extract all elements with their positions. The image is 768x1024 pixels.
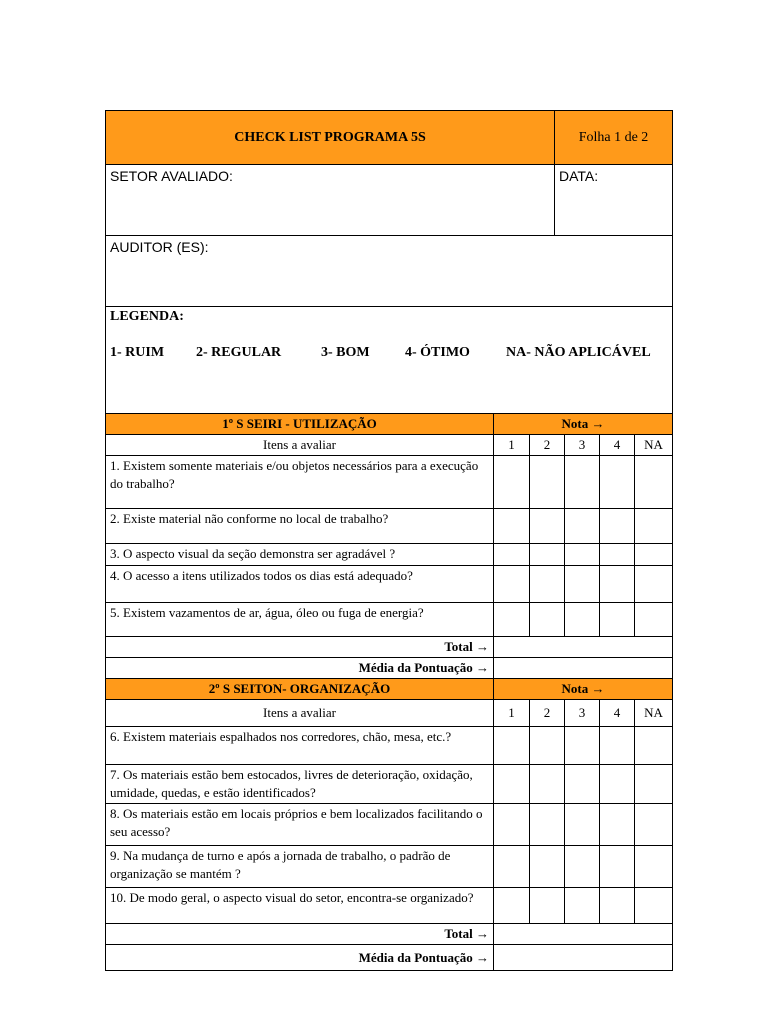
legend-box: [106, 307, 673, 414]
score-cell[interactable]: [600, 544, 635, 566]
score-cell[interactable]: [635, 888, 673, 924]
question-3: 3. O aspecto visual da seção demonstra ser agradável ?: [106, 544, 494, 566]
score-cell[interactable]: [494, 456, 530, 509]
score-cell[interactable]: [565, 456, 600, 509]
question-9: 9. Na mudança de turno e após a jornada de trabalho, o padrão de organização se mantém ?: [106, 846, 494, 888]
legend-item-ruim: 1- RUIM: [110, 345, 165, 360]
score-cell[interactable]: [494, 846, 530, 888]
section-seiri: [105, 413, 673, 679]
score-cell[interactable]: [600, 566, 635, 603]
score-col-na: NA: [635, 700, 673, 727]
sheet-number: Folha 1 de 2: [555, 111, 673, 165]
question-5: 5. Existem vazamentos de ar, água, óleo ou fuga de energia?: [106, 603, 494, 637]
question-4: 4. O acesso a itens utilizados todos os dias está adequado?: [106, 566, 494, 603]
score-cell[interactable]: [600, 727, 635, 765]
section-title: 1º S SEIRI - UTILIZAÇÃO: [106, 414, 494, 435]
score-cell[interactable]: [635, 765, 673, 804]
score-col-4: 4: [600, 435, 635, 456]
score-cell[interactable]: [565, 566, 600, 603]
legend-item-regular: 2- REGULAR: [196, 345, 282, 360]
score-cell[interactable]: [635, 509, 673, 544]
items-header: Itens a avaliar: [106, 700, 494, 727]
score-cell[interactable]: [565, 727, 600, 765]
score-col-1: 1: [494, 435, 530, 456]
score-cell[interactable]: [530, 727, 565, 765]
legend-item-na: NA- NÃO APLICÁVEL: [506, 345, 651, 360]
score-cell[interactable]: [530, 846, 565, 888]
auditor-label: AUDITOR (ES):: [110, 239, 209, 255]
score-cell[interactable]: [635, 727, 673, 765]
score-col-2: 2: [530, 700, 565, 727]
score-col-3: 3: [565, 435, 600, 456]
sector-label: SETOR AVALIADO:: [110, 168, 233, 184]
checklist-sheet: [105, 110, 672, 971]
score-cell[interactable]: [635, 544, 673, 566]
score-cell[interactable]: [565, 804, 600, 846]
score-cell[interactable]: [600, 846, 635, 888]
score-cell[interactable]: [565, 509, 600, 544]
score-cell[interactable]: [530, 566, 565, 603]
score-cell[interactable]: [494, 804, 530, 846]
question-8: 8. Os materiais estão em locais próprios e bem localizados facilitando o seu acesso?: [106, 804, 494, 846]
date-field[interactable]: [555, 165, 673, 236]
score-cell[interactable]: [600, 804, 635, 846]
score-cell[interactable]: [565, 603, 600, 637]
section-seiton: [105, 678, 673, 971]
score-cell[interactable]: [530, 765, 565, 804]
total-label: Total →: [106, 924, 494, 945]
nota-header: Nota →: [494, 414, 673, 435]
score-cell[interactable]: [494, 727, 530, 765]
nota-header: Nota →: [494, 679, 673, 700]
header-table: [105, 110, 673, 414]
score-cell[interactable]: [530, 509, 565, 544]
score-cell[interactable]: [635, 603, 673, 637]
items-header: Itens a avaliar: [106, 435, 494, 456]
score-cell[interactable]: [494, 888, 530, 924]
legend-item-otimo: 4- ÓTIMO: [405, 345, 470, 360]
total-label: Total →: [106, 637, 494, 658]
score-col-4: 4: [600, 700, 635, 727]
score-cell[interactable]: [565, 888, 600, 924]
sector-field[interactable]: [106, 165, 555, 236]
score-cell[interactable]: [635, 566, 673, 603]
auditor-field[interactable]: [106, 236, 673, 307]
average-label: Média da Pontuação →: [106, 658, 494, 679]
date-label: DATA:: [559, 168, 599, 184]
score-col-3: 3: [565, 700, 600, 727]
section-title: 2º S SEITON- ORGANIZAÇÃO: [106, 679, 494, 700]
average-label: Média da Pontuação →: [106, 945, 494, 971]
question-7: 7. Os materiais estão bem estocados, livres de deterioração, oxidação, umidade, quedas, e estão identificados?: [106, 765, 494, 804]
score-cell[interactable]: [565, 765, 600, 804]
legend-items: [106, 327, 672, 361]
score-cell[interactable]: [635, 804, 673, 846]
score-cell[interactable]: [600, 509, 635, 544]
score-cell[interactable]: [600, 888, 635, 924]
score-cell[interactable]: [494, 566, 530, 603]
score-cell[interactable]: [494, 544, 530, 566]
score-cell[interactable]: [530, 888, 565, 924]
total-value[interactable]: [494, 637, 673, 658]
form-title: CHECK LIST PROGRAMA 5S: [106, 111, 555, 165]
legend-item-bom: 3- BOM: [321, 345, 370, 360]
score-col-na: NA: [635, 435, 673, 456]
question-2: 2. Existe material não conforme no local de trabalho?: [106, 509, 494, 544]
question-6: 6. Existem materiais espalhados nos corredores, chão, mesa, etc.?: [106, 727, 494, 765]
score-cell[interactable]: [565, 846, 600, 888]
score-col-1: 1: [494, 700, 530, 727]
question-10: 10. De modo geral, o aspecto visual do setor, encontra-se organizado?: [106, 888, 494, 924]
score-cell[interactable]: [600, 456, 635, 509]
score-cell[interactable]: [635, 456, 673, 509]
score-cell[interactable]: [530, 456, 565, 509]
score-cell[interactable]: [530, 544, 565, 566]
score-cell[interactable]: [494, 765, 530, 804]
score-cell[interactable]: [635, 846, 673, 888]
total-value[interactable]: [494, 924, 673, 945]
score-cell[interactable]: [530, 603, 565, 637]
score-col-2: 2: [530, 435, 565, 456]
score-cell[interactable]: [600, 603, 635, 637]
score-cell[interactable]: [600, 765, 635, 804]
score-cell[interactable]: [530, 804, 565, 846]
score-cell[interactable]: [565, 544, 600, 566]
average-value[interactable]: [494, 658, 673, 679]
score-cell[interactable]: [494, 509, 530, 544]
legend-title: LEGENDA:: [110, 309, 184, 324]
average-value[interactable]: [494, 945, 673, 971]
question-1: 1. Existem somente materiais e/ou objetos necessários para a execução do trabalho?: [106, 456, 494, 509]
score-cell[interactable]: [494, 603, 530, 637]
